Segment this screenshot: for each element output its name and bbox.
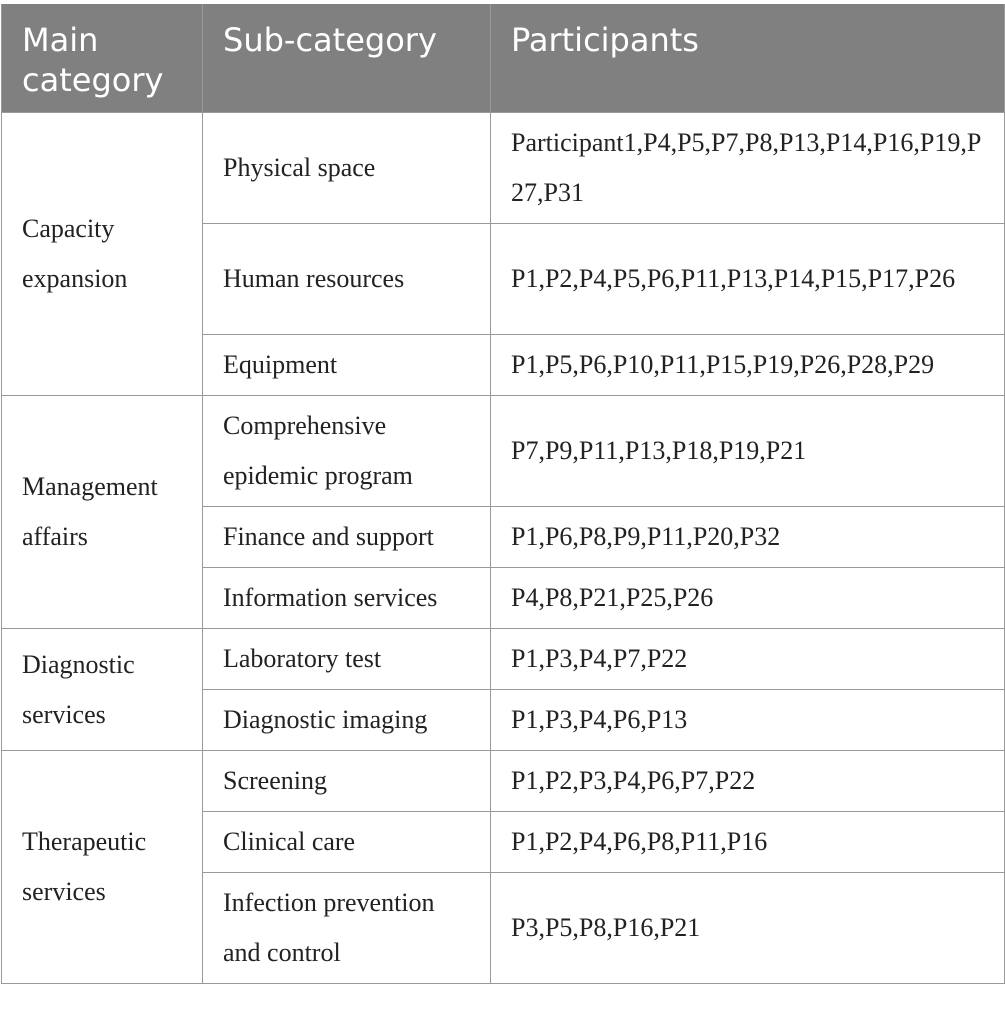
table-header	[2, 4, 1005, 113]
categories-table	[1, 4, 1005, 984]
sub-category-cell: Laboratory test	[203, 629, 491, 690]
main-category-cell: Management affairs	[2, 396, 203, 629]
participants-cell: P1,P3,P4,P7,P22	[491, 629, 1005, 690]
main-category-cell: Diagnostic services	[2, 629, 203, 751]
participants-cell: P3,P5,P8,P16,P21	[491, 873, 1005, 984]
sub-category-cell: Diagnostic imaging	[203, 690, 491, 751]
main-category-cell: Capacity expansion	[2, 113, 203, 396]
participants-cell: P1,P6,P8,P9,P11,P20,P32	[491, 507, 1005, 568]
main-category-cell: Therapeutic services	[2, 751, 203, 984]
table-row	[2, 751, 1005, 812]
sub-category-cell: Equipment	[203, 335, 491, 396]
table-row	[2, 629, 1005, 690]
sub-category-cell: Screening	[203, 751, 491, 812]
sub-category-cell: Finance and support	[203, 507, 491, 568]
participants-cell: Participant1,P4,P5,P7,P8,P13,P14,P16,P19,P27,P31	[491, 113, 1005, 224]
participants-cell: P1,P2,P3,P4,P6,P7,P22	[491, 751, 1005, 812]
sub-category-cell: Clinical care	[203, 812, 491, 873]
header-main-category: Main category	[2, 4, 203, 113]
sub-category-cell: Comprehensive epidemic program	[203, 396, 491, 507]
participants-cell: P4,P8,P21,P25,P26	[491, 568, 1005, 629]
sub-category-cell: Human resources	[203, 224, 491, 335]
participants-cell: P1,P2,P4,P5,P6,P11,P13,P14,P15,P17,P26	[491, 224, 1005, 335]
table-row	[2, 396, 1005, 507]
header-participants: Participants	[491, 4, 1005, 113]
sub-category-cell: Information services	[203, 568, 491, 629]
participants-cell: P1,P5,P6,P10,P11,P15,P19,P26,P28,P29	[491, 335, 1005, 396]
participants-cell: P7,P9,P11,P13,P18,P19,P21	[491, 396, 1005, 507]
participants-cell: P1,P3,P4,P6,P13	[491, 690, 1005, 751]
table-row	[2, 113, 1005, 224]
header-sub-category: Sub-category	[203, 4, 491, 113]
sub-category-cell: Infection prevention and control	[203, 873, 491, 984]
sub-category-cell: Physical space	[203, 113, 491, 224]
header-row	[2, 4, 1005, 113]
participants-cell: P1,P2,P4,P6,P8,P11,P16	[491, 812, 1005, 873]
table-body	[2, 113, 1005, 984]
